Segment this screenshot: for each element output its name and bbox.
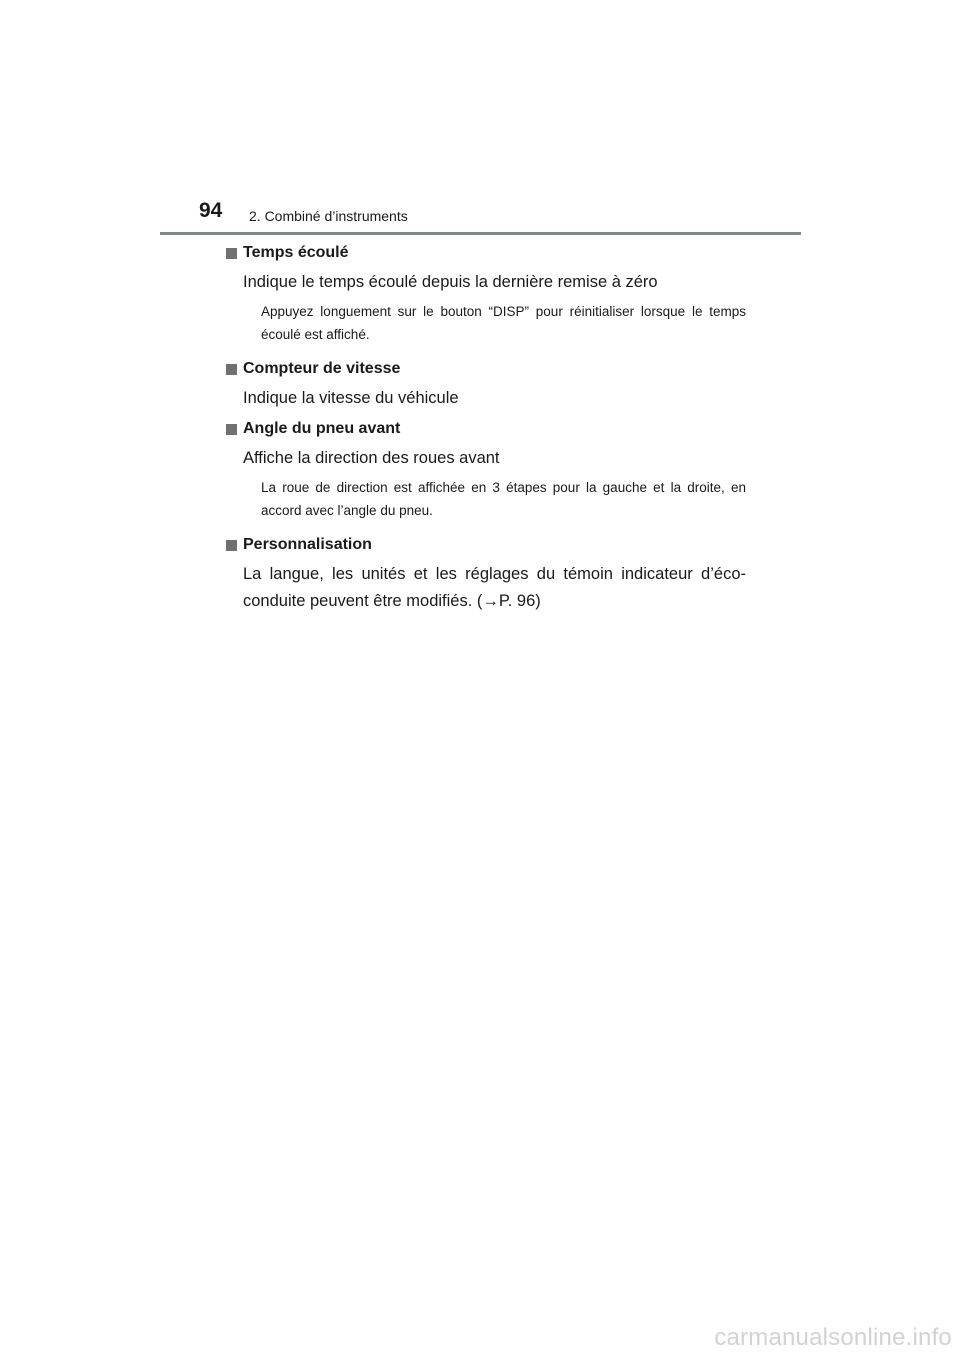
section-title: Temps écoulé (243, 244, 349, 261)
page-content (224, 242, 746, 615)
square-bullet-icon (226, 540, 237, 551)
section-body: Indique la vitesse du véhicule (243, 389, 459, 407)
section-heading (224, 418, 746, 440)
watermark: carmanualsonline.info (714, 1324, 952, 1351)
section-body: La langue, les unités et les réglages du témoin indicateur d’éco-conduite peuvent être modifiés. (→P. 96) (243, 565, 746, 610)
page-number: 94 (199, 199, 223, 222)
section-title: Compteur de vitesse (243, 360, 401, 377)
header-divider (160, 232, 801, 235)
section-title: Personnalisation (243, 536, 372, 553)
square-bullet-icon (226, 248, 237, 259)
square-bullet-icon (226, 364, 237, 375)
section-heading (224, 358, 746, 380)
section-note: Appuyez longuement sur le bouton “DISP” pour réinitialiser lorsque le temps écoulé est affiché. (261, 304, 746, 342)
section-body: Affiche la direction des roues avant (243, 449, 500, 467)
section-title: Angle du pneu avant (243, 420, 401, 437)
section-note: La roue de direction est affichée en 3 étapes pour la gauche et la droite, en accord avec l’angle du pneu. (261, 480, 746, 518)
section-angle-du-pneu-avant (224, 418, 746, 534)
section-body: Indique le temps écoulé depuis la dernière remise à zéro (243, 273, 658, 291)
section-personnalisation (224, 534, 746, 615)
section-heading (224, 242, 746, 264)
section-temps-ecoule (224, 242, 746, 358)
square-bullet-icon (226, 424, 237, 435)
section-heading (224, 534, 746, 556)
section-compteur-de-vitesse (224, 358, 746, 418)
chapter-title: 2. Combiné d’instruments (249, 208, 408, 224)
